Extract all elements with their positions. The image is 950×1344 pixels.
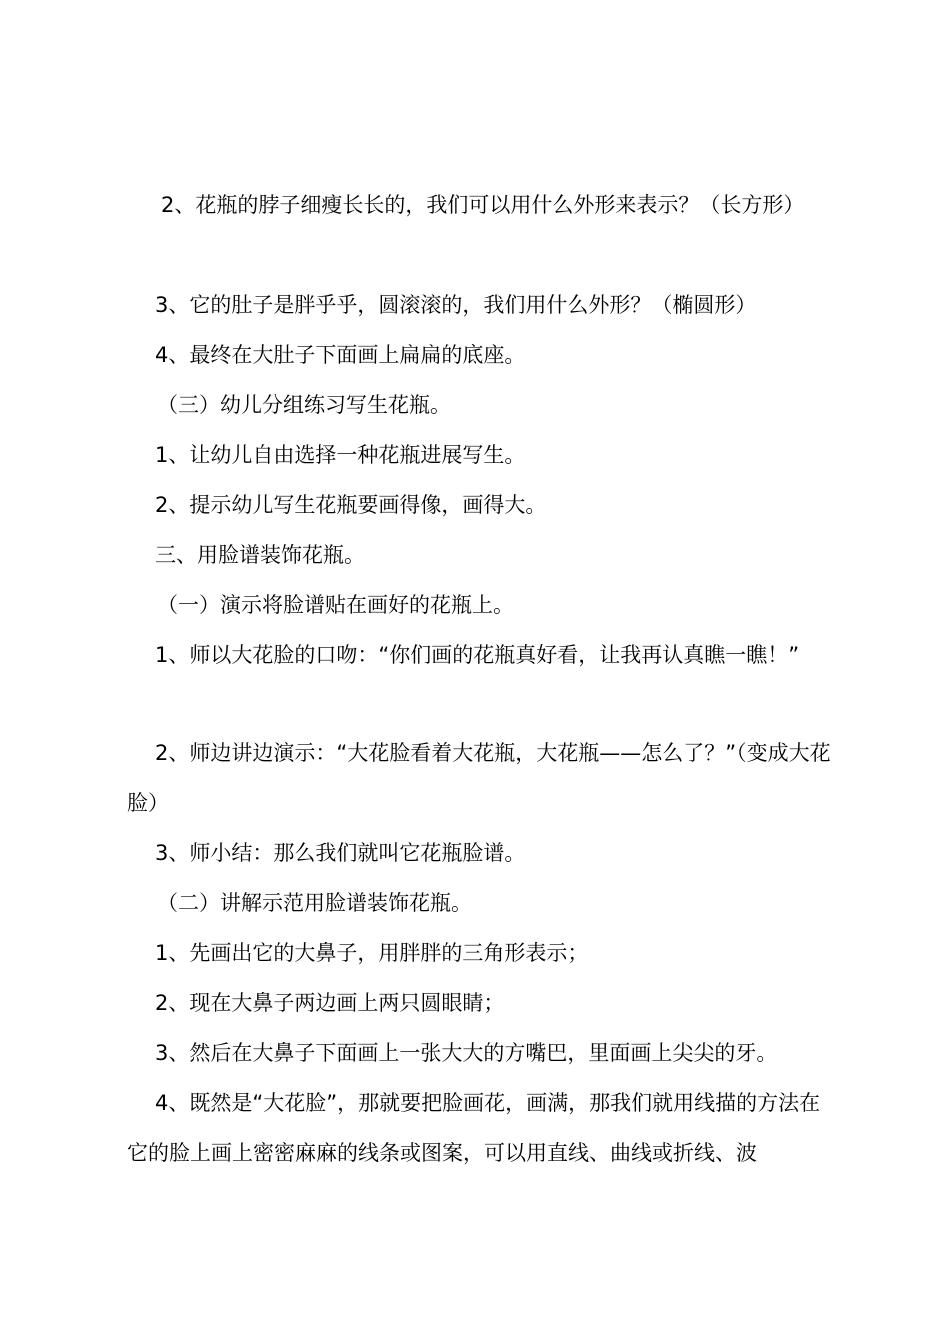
paragraph-decorate-face: 4、既然是“大花脸”，那就要把脸画花，画满，那我们就用线描的方法在它的脸上画上密密麻麻的线条或图案，可以用直线、曲线或折线、波 [127, 1091, 821, 1165]
paragraph-draw-nose: 1、先画出它的大鼻子，用胖胖的三角形表示； [155, 941, 589, 965]
paragraph-vase-neck: 2、花瓶的脖子细瘦长长的，我们可以用什么外形来表示？（长方形） [161, 193, 805, 217]
paragraph-free-choice: 1、让幼儿自由选择一种花瓶进展写生。 [155, 443, 526, 467]
paragraph-draw-mouth: 3、然后在大鼻子下面画上一张大大的方嘴巴，里面画上尖尖的牙。 [155, 1041, 778, 1065]
paragraph-vase-belly: 3、它的肚子是胖乎乎，圆滚滚的，我们用什么外形？（椭圆形） [155, 293, 757, 317]
section-heading-group-practice: （三）幼儿分组练习写生花瓶。 [157, 393, 451, 417]
paragraph-draw-eyes: 2、现在大鼻子两边画上两只圆眼睛； [155, 991, 505, 1015]
paragraph-teacher-tone: 1、师以大花脸的口吻：“你们画的花瓶真好看，让我再认真瞧一瞧！” [155, 643, 800, 667]
paragraph-teacher-summary: 3、师小结：那么我们就叫它花瓶脸谱。 [155, 841, 526, 865]
paragraph-teacher-demo: 2、师边讲边演示：“大花脸看着大花瓶，大花瓶——怎么了？”（变成大花脸） [127, 741, 831, 815]
section-heading-face-mask: 三、用脸谱装饰花瓶。 [155, 543, 365, 567]
paragraph-draw-big: 2、提示幼儿写生花瓶要画得像，画得大。 [155, 493, 547, 517]
paragraph-vase-base: 4、最终在大肚子下面画上扁扁的底座。 [155, 343, 526, 367]
section-heading-explain-demo: （二）讲解示范用脸谱装饰花瓶。 [157, 891, 472, 915]
section-heading-demo-paste: （一）演示将脸谱贴在画好的花瓶上。 [157, 593, 514, 617]
